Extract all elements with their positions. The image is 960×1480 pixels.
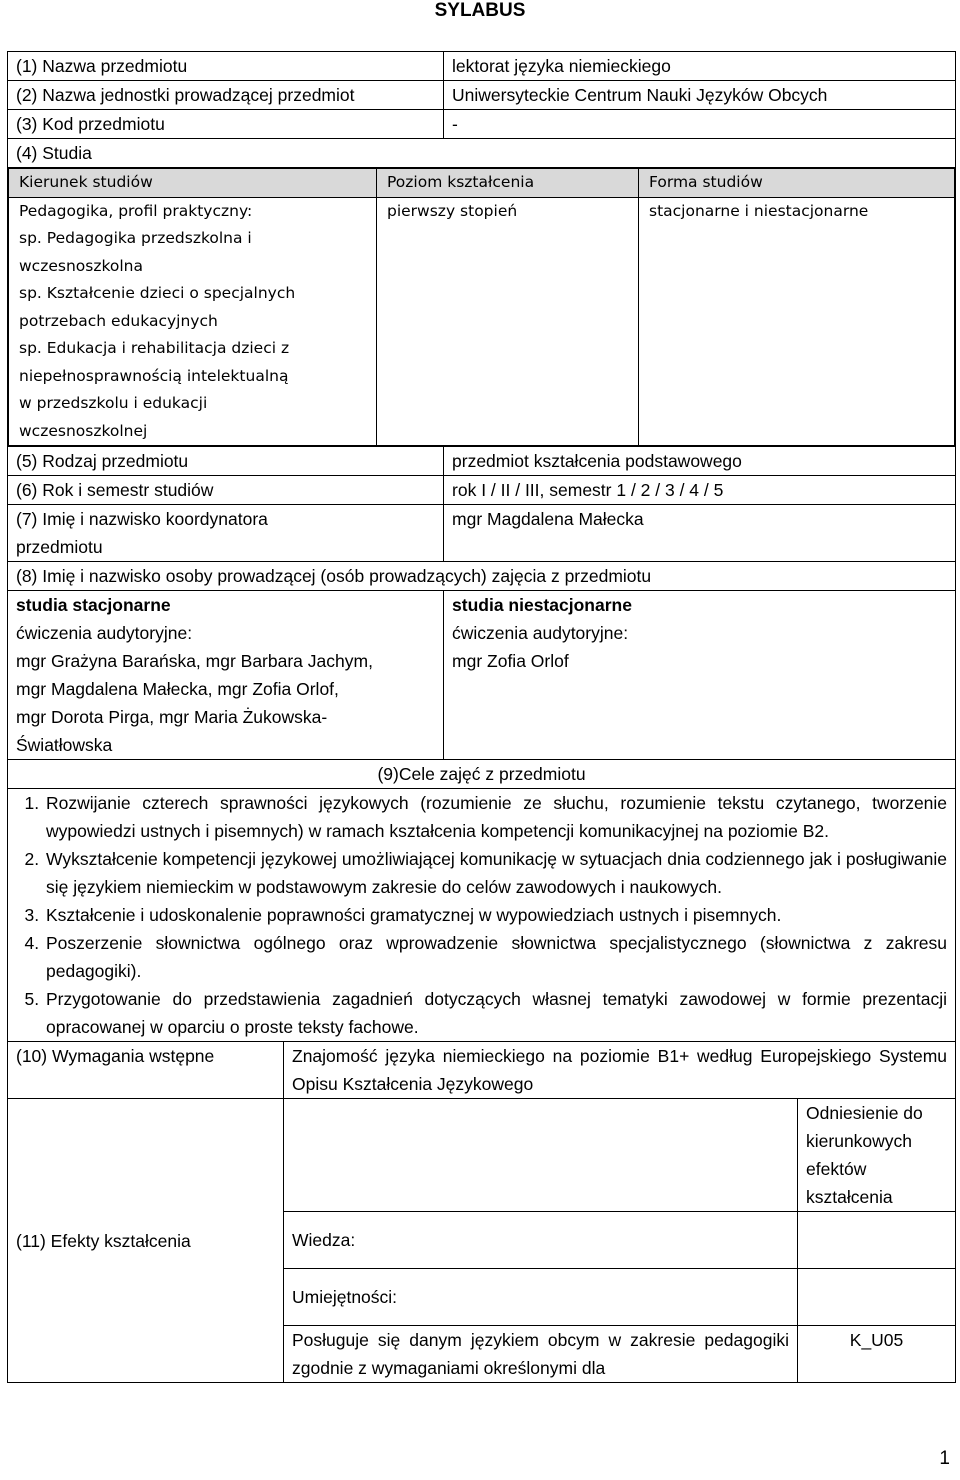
- row-goals: [8, 789, 956, 1042]
- kierunek-line: wczesnoszkolnej: [19, 421, 148, 440]
- studies-data-row: [9, 197, 955, 446]
- umiejetnosci-label: Umiejętności:: [284, 1269, 798, 1326]
- goals-heading: (9)Cele zajęć z przedmiotu: [8, 760, 956, 789]
- studies-header-row: [9, 169, 955, 198]
- studies-cell: [8, 168, 956, 447]
- stacjonarne-line: mgr Grażyna Barańska, mgr Barbara Jachym,: [16, 651, 373, 671]
- stacjonarne-line: mgr Magdalena Małecka, mgr Zofia Orlof,: [16, 679, 339, 699]
- kierunek-value: [9, 197, 377, 446]
- teachers-heading: (8) Imię i nazwisko osoby prowadzącej (osób prowadzących) zajęcia z przedmiotu: [8, 562, 956, 591]
- row-teachers-heading: [8, 562, 956, 591]
- kierunek-line: niepełnosprawnością intelektualną: [19, 366, 289, 385]
- course-name-value: lektorat języka niemieckiego: [444, 52, 956, 81]
- unit-value: Uniwersyteckie Centrum Nauki Języków Obcych: [444, 81, 956, 110]
- wiedza-ref: [798, 1212, 956, 1269]
- umiejetnosci-ref: [798, 1269, 956, 1326]
- odniesienie-cell: [798, 1099, 956, 1212]
- row-course-code: [8, 110, 956, 139]
- kierunek-line: sp. Edukacja i rehabilitacja dzieci z: [19, 339, 290, 357]
- effect-code: K_U05: [798, 1326, 956, 1383]
- studies-label: (4) Studia: [8, 139, 956, 168]
- row-year-semester: [8, 476, 956, 505]
- goals-cell: [8, 789, 956, 1042]
- course-type-label: (5) Rodzaj przedmiotu: [8, 447, 444, 476]
- goal-item: 5. Przygotowanie do przedstawienia zagadnień dotyczących własnej tematyki zawodowej w formie prezentacji opracowanej w oparciu o proste teksty fachowe.: [44, 985, 947, 1041]
- course-code-label: (3) Kod przedmiotu: [8, 110, 444, 139]
- stacjonarne-type: ćwiczenia audytoryjne:: [16, 623, 193, 643]
- coordinator-label-line: przedmiotu: [16, 537, 103, 557]
- poziom-value: pierwszy stopień: [377, 197, 639, 446]
- kierunek-line: wczesnoszkolna: [19, 256, 143, 275]
- row-prerequisites: [8, 1042, 956, 1099]
- row-studies-table: [8, 168, 956, 447]
- outcomes-blank: [284, 1099, 798, 1212]
- outcomes-label: (11) Efekty kształcenia: [8, 1099, 284, 1383]
- odniesienie-line: kierunkowych: [806, 1131, 913, 1151]
- course-code-value: -: [444, 110, 956, 139]
- row-unit: [8, 81, 956, 110]
- kierunek-line: sp. Pedagogika przedszkolna i: [19, 229, 252, 247]
- year-semester-label: (6) Rok i semestr studiów: [8, 476, 444, 505]
- course-name-label: (1) Nazwa przedmiotu: [8, 52, 444, 81]
- row-goals-heading: [8, 760, 956, 789]
- odniesienie-line: efektów: [806, 1159, 867, 1179]
- header-poziom: Poziom kształcenia: [377, 169, 639, 198]
- prerequisites-label: (10) Wymagania wstępne: [8, 1042, 284, 1099]
- goal-item: 3. Kształcenie i udoskonalenie poprawności gramatycznej w wypowiedziach ustnych i pisemnych.: [44, 901, 947, 929]
- syllabus-table: [7, 51, 956, 1383]
- niestacjonarne-type: ćwiczenia audytoryjne:: [452, 623, 629, 643]
- odniesienie-line: kształcenia: [806, 1187, 893, 1207]
- row-studies: [8, 139, 956, 168]
- coordinator-label-line: (7) Imię i nazwisko koordynatora: [16, 509, 268, 529]
- coordinator-value: mgr Magdalena Małecka: [444, 505, 956, 562]
- coordinator-label: [8, 505, 444, 562]
- unit-label: (2) Nazwa jednostki prowadzącej przedmiot: [8, 81, 444, 110]
- stacjonarne-line: Światłowska: [16, 735, 113, 755]
- goal-item: 4. Poszerzenie słownictwa ogólnego oraz wprowadzenie słownictwa specjalistycznego (słownictwa z zakresu pedagogiki).: [44, 929, 947, 985]
- row-outcomes: [8, 1099, 956, 1212]
- goal-item: 1. Rozwijanie czterech sprawności językowych (rozumienie ze słuchu, rozumienie tekstu czytanego, tworzenie wypowiedzi ustnych i pisemnych) w ramach kształcenia kompetencji komunikacyjnej na poziomie B2.: [44, 789, 947, 845]
- header-forma: Forma studiów: [639, 169, 955, 198]
- teachers-stacjonarne: [8, 591, 444, 760]
- row-coordinator: [8, 505, 956, 562]
- kierunek-line: w przedszkolu i edukacji: [19, 394, 208, 412]
- effect-text: Posługuje się danym językiem obcym w zakresie pedagogiki zgodnie z wymaganiami określonymi dla: [284, 1326, 798, 1383]
- row-course-type: [8, 447, 956, 476]
- goals-list: [16, 789, 947, 1041]
- prerequisites-value: Znajomość języka niemieckiego na poziomie B1+ według Europejskiego Systemu Opisu Kształcenia Językowego: [284, 1042, 956, 1099]
- row-course-name: [8, 52, 956, 81]
- kierunek-line: potrzebach edukacyjnych: [19, 311, 218, 330]
- wiedza-label: Wiedza:: [284, 1212, 798, 1269]
- studies-table: [8, 168, 955, 446]
- niestacjonarne-line: mgr Zofia Orlof: [452, 651, 569, 671]
- niestacjonarne-heading: studia niestacjonarne: [452, 595, 632, 615]
- row-teachers: [8, 591, 956, 760]
- goal-item: 2. Wykształcenie kompetencji językowej umożliwiającej komunikację w sytuacjach dnia codziennego jak i posługiwanie się językiem niemieckim w podstawowym zakresie do celów zawodowych i naukowych.: [44, 845, 947, 901]
- header-kierunek: Kierunek studiów: [9, 169, 377, 198]
- page-number: 1: [939, 1448, 950, 1469]
- stacjonarne-line: mgr Dorota Pirga, mgr Maria Żukowska-: [16, 707, 328, 727]
- stacjonarne-heading: studia stacjonarne: [16, 595, 171, 615]
- teachers-niestacjonarne: [444, 591, 956, 760]
- odniesienie-line: Odniesienie do: [806, 1103, 923, 1123]
- year-semester-value: rok I / II / III, semestr 1 / 2 / 3 / 4 / 5: [444, 476, 956, 505]
- forma-value: stacjonarne i niestacjonarne: [639, 197, 955, 446]
- kierunek-line: sp. Kształcenie dzieci o specjalnych: [19, 284, 296, 302]
- document-title: SYLABUS: [434, 0, 526, 21]
- course-type-value: przedmiot kształcenia podstawowego: [444, 447, 956, 476]
- kierunek-line: Pedagogika, profil praktyczny:: [19, 201, 253, 220]
